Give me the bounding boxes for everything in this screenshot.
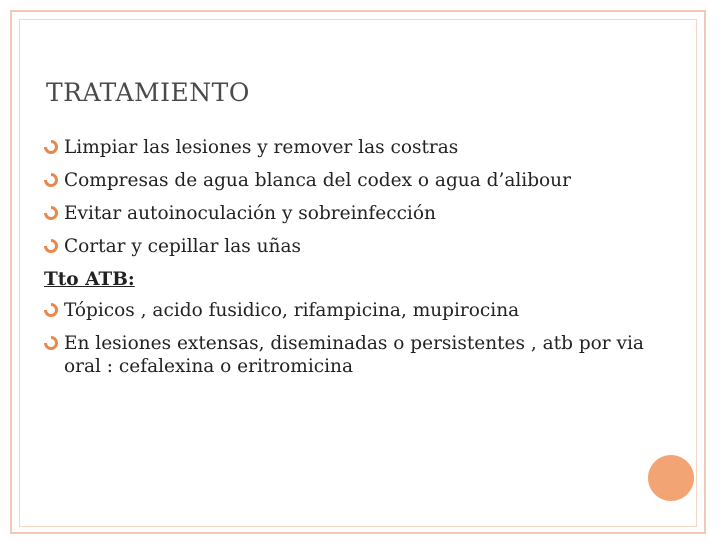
decorative-circle: [648, 455, 694, 501]
list-item: [44, 202, 644, 225]
bullet-text: Tópicos , acido fusidico, rifampicina, mupirocina: [64, 300, 520, 321]
bullet-icon: [44, 239, 58, 253]
bullet-icon: [44, 303, 58, 317]
bullet-text: Evitar autoinoculación y sobreinfección: [64, 203, 436, 224]
list-item: [44, 169, 644, 192]
bullet-text: En lesiones extensas, diseminadas o persistentes , atb por via oral : cefalexina o eritromicina: [64, 333, 644, 377]
bullet-icon: [44, 173, 58, 187]
bullet-icon: [44, 206, 58, 220]
bullet-icon: [44, 336, 58, 350]
list-item: [44, 299, 644, 322]
list-item: [44, 235, 644, 258]
bullet-text: Cortar y cepillar las uñas: [64, 236, 301, 257]
slide-title: TRATAMIENTO: [46, 78, 250, 107]
subheading-tto-atb: Tto ATB:: [44, 269, 135, 290]
list-item: [44, 332, 644, 378]
bullet-text: Limpiar las lesiones y remover las costras: [64, 137, 459, 158]
bullet-list: [44, 136, 644, 388]
bullet-text: Compresas de agua blanca del codex o agua d’alibour: [64, 170, 571, 191]
bullet-icon: [44, 140, 58, 154]
list-item: [44, 136, 644, 159]
